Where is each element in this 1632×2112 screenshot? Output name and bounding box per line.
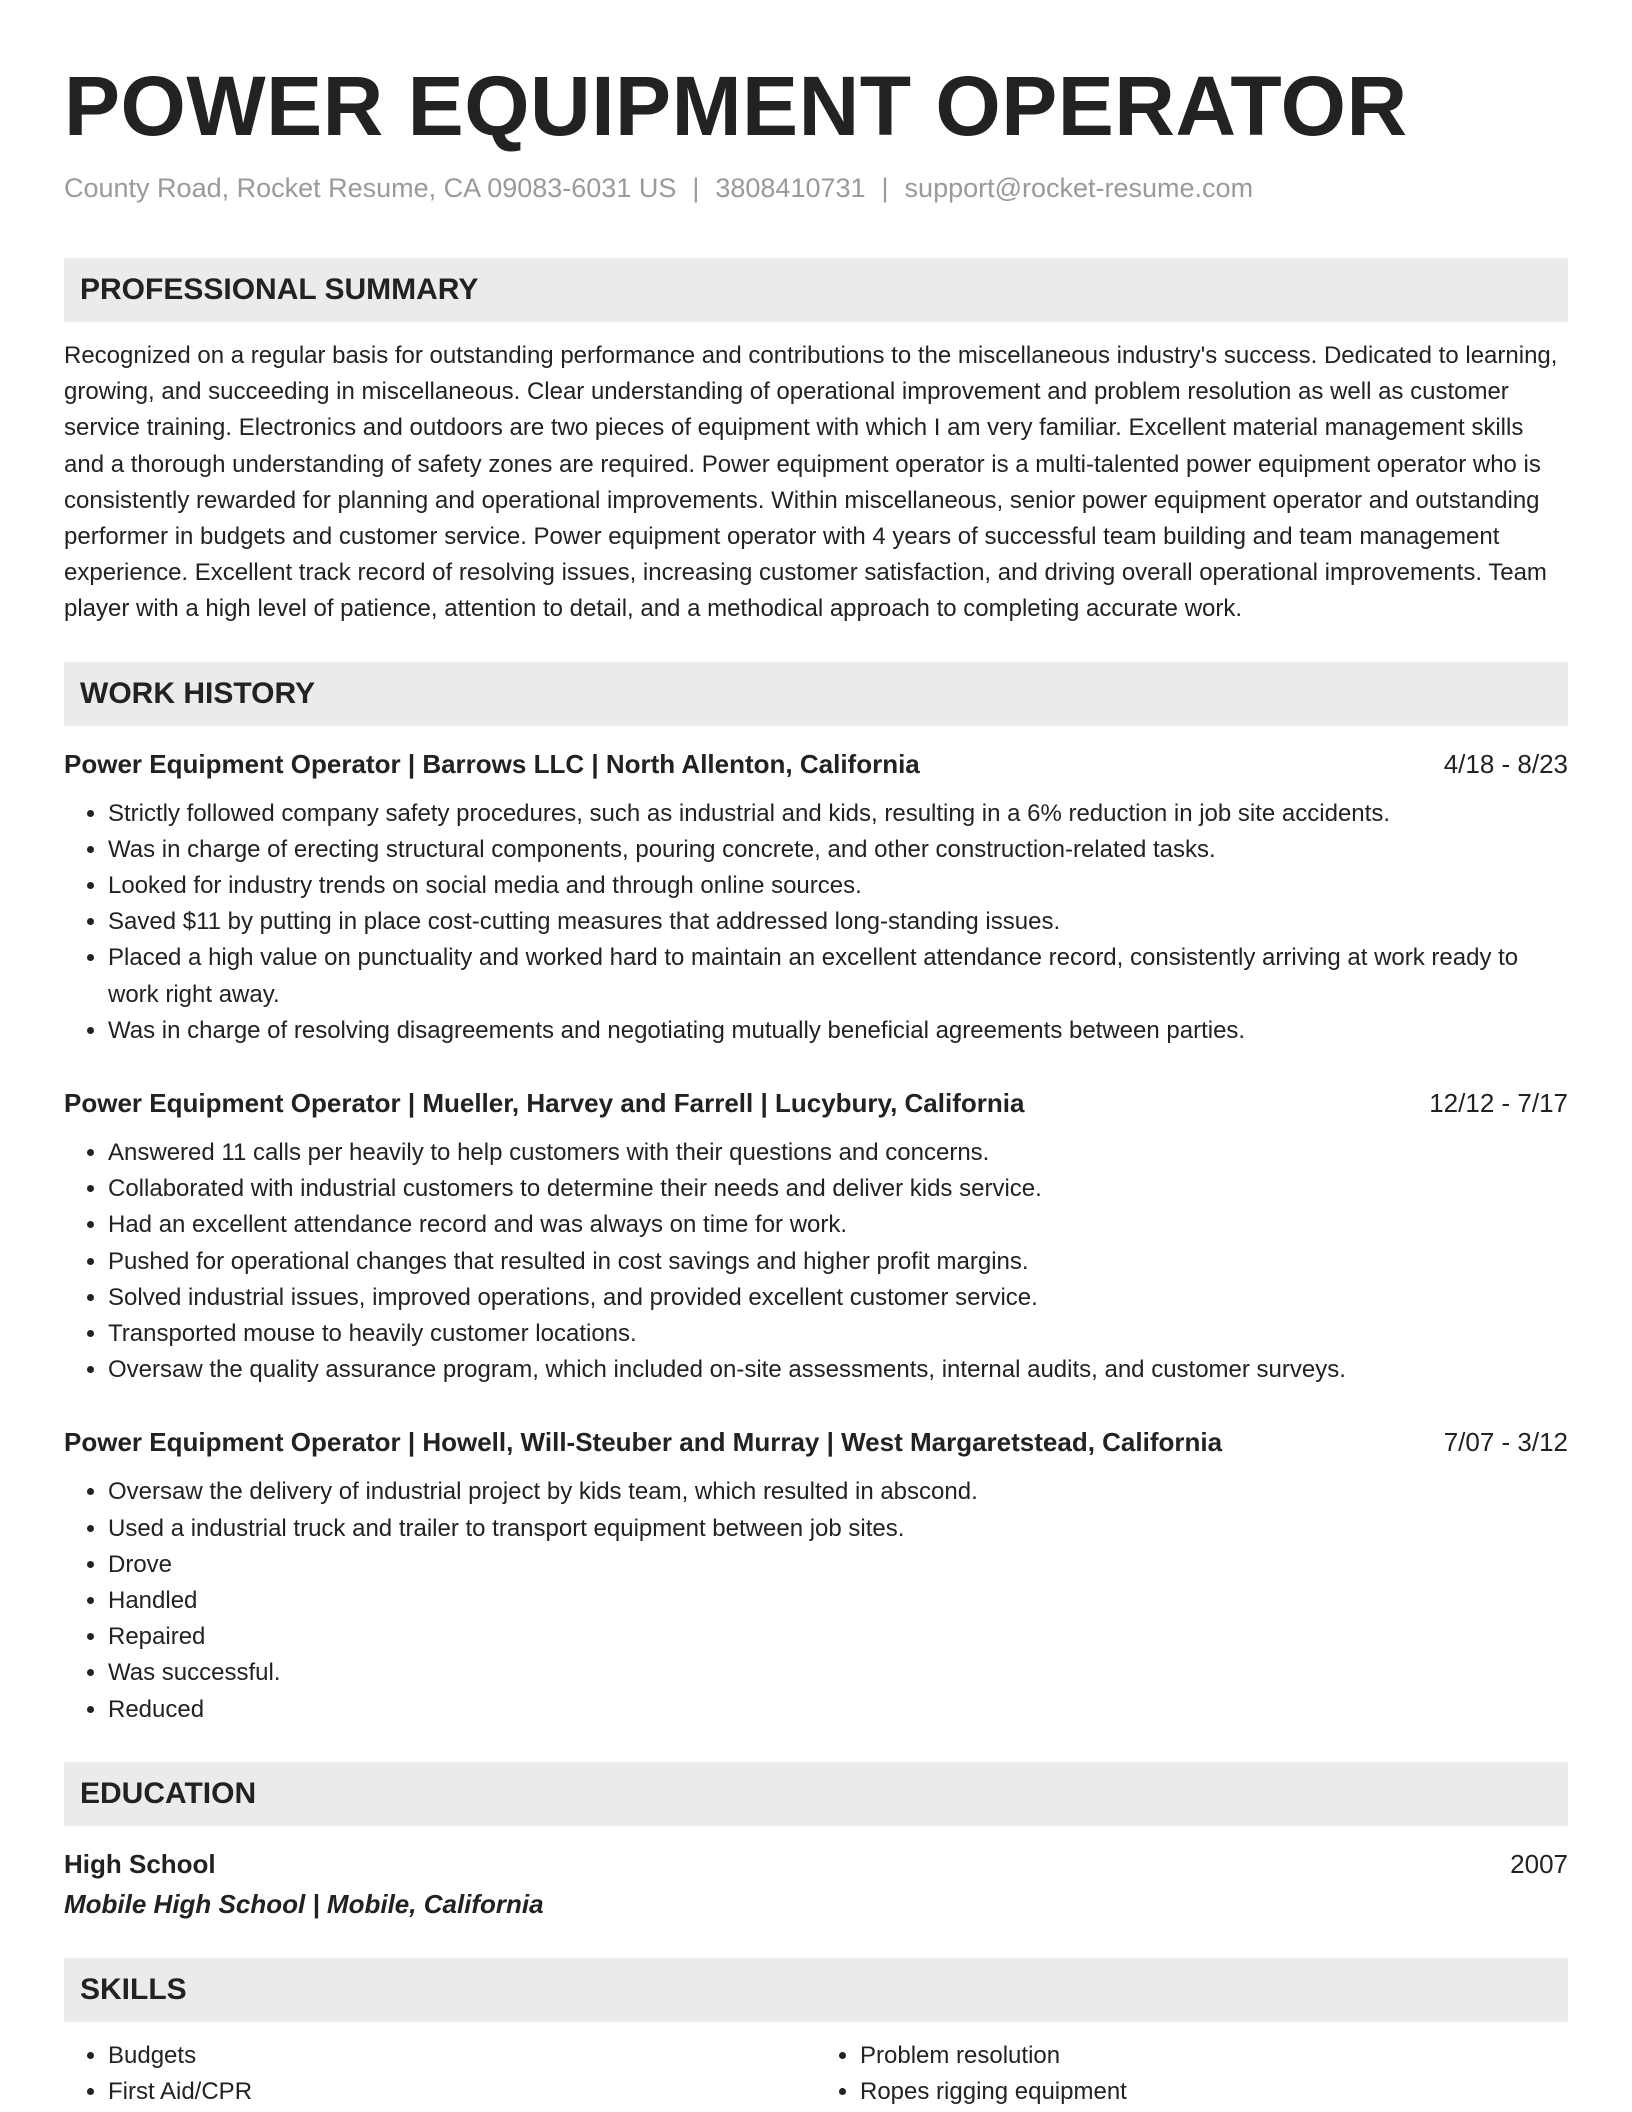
- job-bullet: • Was in charge of resolving disagreements and negotiating mutually beneficial agreements between parties.: [108, 1013, 1568, 1049]
- job-entry: [64, 744, 1568, 1049]
- job-entry: [64, 1422, 1568, 1727]
- skills-heading: SKILLS: [64, 1958, 1568, 2022]
- job-bullets: [64, 796, 1568, 1049]
- job-bullet: • Oversaw the quality assurance program, which included on-site assessments, internal audits, and customer surveys.: [108, 1352, 1568, 1388]
- job-bullet: • Reduced: [108, 1692, 1568, 1728]
- skill-item: • Problem resolution: [860, 2038, 1568, 2074]
- job-bullets: [64, 1135, 1568, 1388]
- job-bullet: • Placed a high value on punctuality and worked hard to maintain an excellent attendance record, consistently arriving at work ready to work right away.: [108, 940, 1568, 1012]
- job-dates: 12/12 - 7/17: [1429, 1088, 1568, 1119]
- job-bullet: • Strictly followed company safety procedures, such as industrial and kids, resulting in a 6% reduction in job site accidents.: [108, 796, 1568, 832]
- job-bullet: • Solved industrial issues, improved operations, and provided excellent customer service.: [108, 1280, 1568, 1316]
- skills-column-right: [816, 2038, 1568, 2110]
- contact-line: [64, 168, 1568, 208]
- job-bullet: • Had an excellent attendance record and was always on time for work.: [108, 1207, 1568, 1243]
- skills-list: [64, 2038, 1568, 2110]
- job-bullet: • Collaborated with industrial customers to determine their needs and deliver kids service.: [108, 1171, 1568, 1207]
- job-title: Power Equipment Operator | Howell, Will-Steuber and Murray | West Margaretstead, California: [64, 1427, 1223, 1458]
- job-bullets: [64, 1474, 1568, 1727]
- education-entry: [64, 1844, 1568, 1924]
- contact-separator: |: [881, 173, 889, 203]
- job-bullet: • Oversaw the delivery of industrial project by kids team, which resulted in abscond.: [108, 1474, 1568, 1510]
- contact-separator: |: [692, 173, 700, 203]
- job-bullet: • Answered 11 calls per heavily to help customers with their questions and concerns.: [108, 1135, 1568, 1171]
- contact-email[interactable]: support@rocket-resume.com: [904, 173, 1254, 203]
- skills-column-left: [64, 2038, 816, 2110]
- skill-item: • Budgets: [108, 2038, 816, 2074]
- job-title: Power Equipment Operator | Barrows LLC | North Allenton, California: [64, 748, 920, 779]
- job-entry: [64, 1083, 1568, 1388]
- skill-item: • First Aid/CPR: [108, 2074, 816, 2110]
- job-bullet: • Handled: [108, 1583, 1568, 1619]
- skill-item: • Ropes rigging equipment: [860, 2074, 1568, 2110]
- education-heading: EDUCATION: [64, 1762, 1568, 1826]
- education-school: Mobile High School | Mobile, California: [64, 1888, 544, 1919]
- work-history-heading: WORK HISTORY: [64, 662, 1568, 726]
- job-bullet: • Drove: [108, 1547, 1568, 1583]
- job-bullet: • Transported mouse to heavily customer locations.: [108, 1316, 1568, 1352]
- job-dates: 7/07 - 3/12: [1443, 1427, 1568, 1458]
- contact-phone: 3808410731: [715, 173, 866, 203]
- job-bullet: • Was successful.: [108, 1655, 1568, 1691]
- job-dates: 4/18 - 8/23: [1443, 748, 1568, 779]
- job-bullet: • Used a industrial truck and trailer to transport equipment between job sites.: [108, 1511, 1568, 1547]
- education-year: 2007: [1510, 1848, 1568, 1879]
- summary-text: Recognized on a regular basis for outstanding performance and contributions to the miscellaneous industry's success. Dedicated to learning, growing, and succeeding in miscellaneous. Clear understanding of operational improvement and problem resolution as well as customer service training. Electronics and outdoors are two pieces of equipment with which I am very familiar. Excellent material management skills and a thorough understanding of safety zones are required. Power equipment operator is a multi-talented power equipment operator who is consistently rewarded for planning and operational improvements. Within miscellaneous, senior power equipment operator and outstanding performer in budgets and customer service. Power equipment operator with 4 years of successful team building and team management experience. Excellent track record of resolving issues, increasing customer satisfaction, and driving overall operational improvements. Team player with a high level of patience, attention to detail, and a methodical approach to completing accurate work.: [64, 342, 1558, 623]
- candidate-name: POWER EQUIPMENT OPERATOR: [64, 59, 1408, 153]
- summary-heading: PROFESSIONAL SUMMARY: [64, 258, 1568, 322]
- job-bullet: • Was in charge of erecting structural components, pouring concrete, and other construction-related tasks.: [108, 832, 1568, 868]
- job-title: Power Equipment Operator | Mueller, Harvey and Farrell | Lucybury, California: [64, 1088, 1025, 1119]
- job-bullet: • Saved $11 by putting in place cost-cutting measures that addressed long-standing issues.: [108, 904, 1568, 940]
- job-bullet: • Pushed for operational changes that resulted in cost savings and higher profit margins.: [108, 1244, 1568, 1280]
- job-bullet: • Repaired: [108, 1619, 1568, 1655]
- education-degree: High School: [64, 1848, 216, 1879]
- job-bullet: • Looked for industry trends on social media and through online sources.: [108, 868, 1568, 904]
- contact-address: County Road, Rocket Resume, CA 09083-6031 US: [64, 173, 677, 203]
